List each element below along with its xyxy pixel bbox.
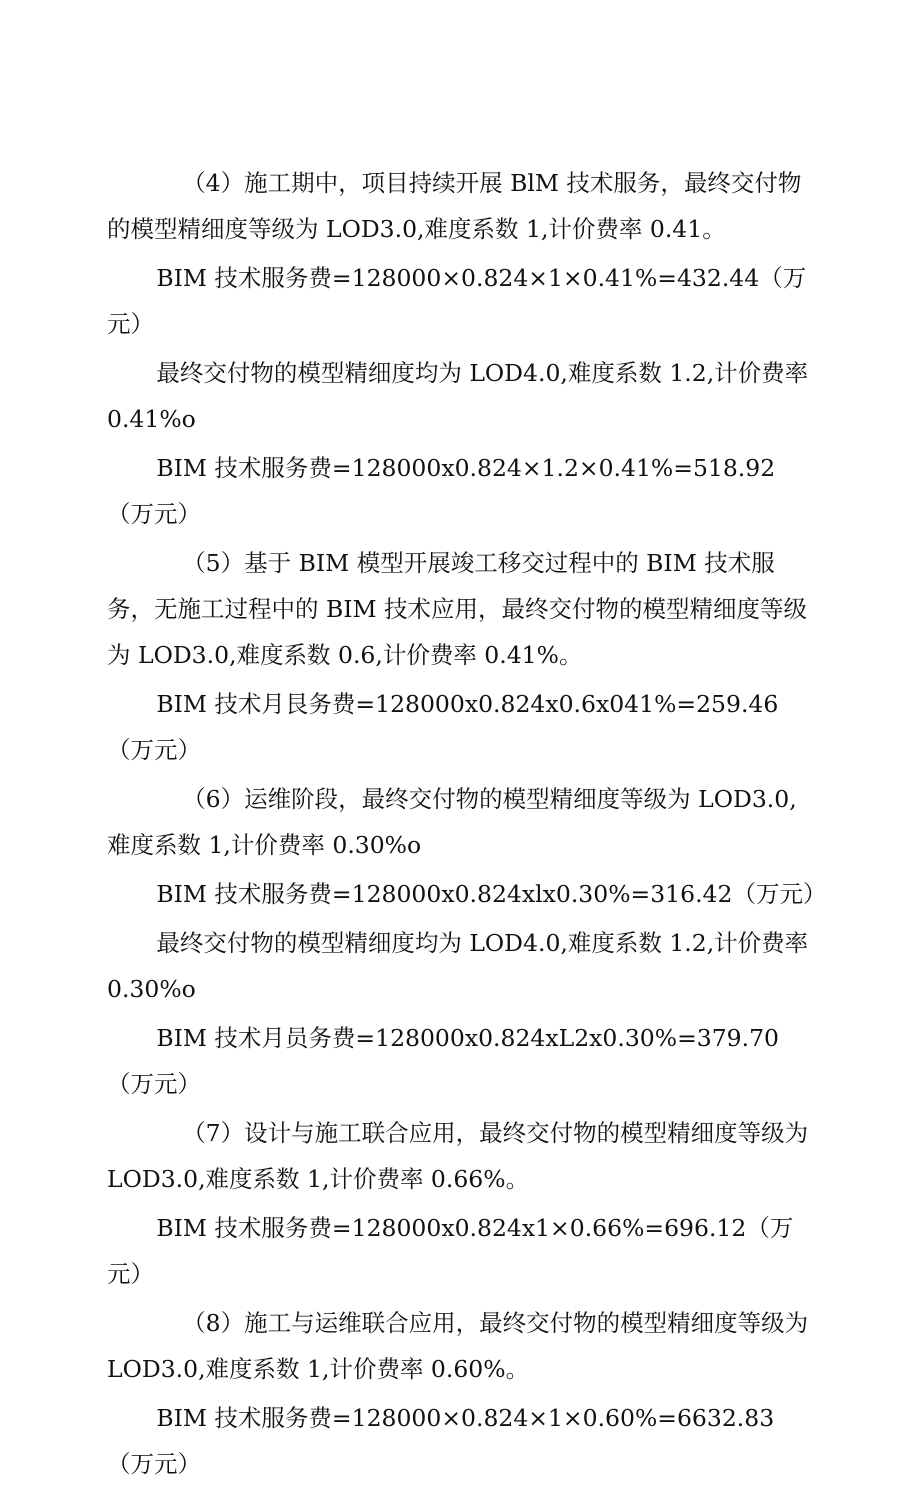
formula-item-8: BIM 技术服务费=128000×0.824×1×0.60%=6632.83（万元） bbox=[107, 1404, 775, 1478]
paragraph-item-4-lod4: 最终交付物的模型精细度均为 LOD4.0,难度系数 1.2,计价费率 0.41%o bbox=[107, 359, 809, 433]
paragraph-item-7: （7）设计与施工联合应用，最终交付物的模型精细度等级为 LOD3.0,难度系数 1,计价费率 0.66%。 bbox=[107, 1119, 809, 1193]
paragraph-item-6: （6）运维阶段，最终交付物的模型精细度等级为 LOD3.0,难度系数 1,计价费率 0.30%o bbox=[107, 785, 797, 859]
paragraph-item-4: （4）施工期中，项目持续开展 BlM 技术服务，最终交付物的模型精细度等级为 LOD3.0,难度系数 1,计价费率 0.41。 bbox=[107, 169, 802, 243]
paragraph-item-5: （5）基于 BIM 模型开展竣工移交过程中的 BIM 技术服务，无施工过程中的 BIM 技术应用，最终交付物的模型精细度等级为 LOD3.0,难度系数 0.6,计价费率 0.41%。 bbox=[107, 549, 808, 669]
formula-item-4-lod4: BIM 技术服务费=128000x0.824×1.2×0.41%=518.92（万元） bbox=[107, 454, 776, 528]
formula-item-6-lod4: BIM 技术月员务费=128000x0.824xL2x0.30%=379.70（万元） bbox=[107, 1024, 779, 1098]
formula-item-7: BIM 技术服务费=128000x0.824x1×0.66%=696.12（万元） bbox=[107, 1214, 794, 1288]
formula-item-6-lod3: BIM 技术服务费=128000x0.824xlx0.30%=316.42（万元） bbox=[156, 880, 827, 908]
formula-item-5: BIM 技术月艮务费=128000x0.824x0.6x041%=259.46（万元） bbox=[107, 690, 779, 764]
paragraph-item-8: （8）施工与运维联合应用，最终交付物的模型精细度等级为 LOD3.0,难度系数 1,计价费率 0.60%。 bbox=[107, 1309, 809, 1383]
paragraph-item-6-lod4: 最终交付物的模型精细度均为 LOD4.0,难度系数 1.2,计价费率 0.30%o bbox=[107, 929, 809, 1003]
formula-item-4-lod3: BIM 技术服务费=128000×0.824×1×0.41%=432.44（万元） bbox=[107, 264, 807, 338]
